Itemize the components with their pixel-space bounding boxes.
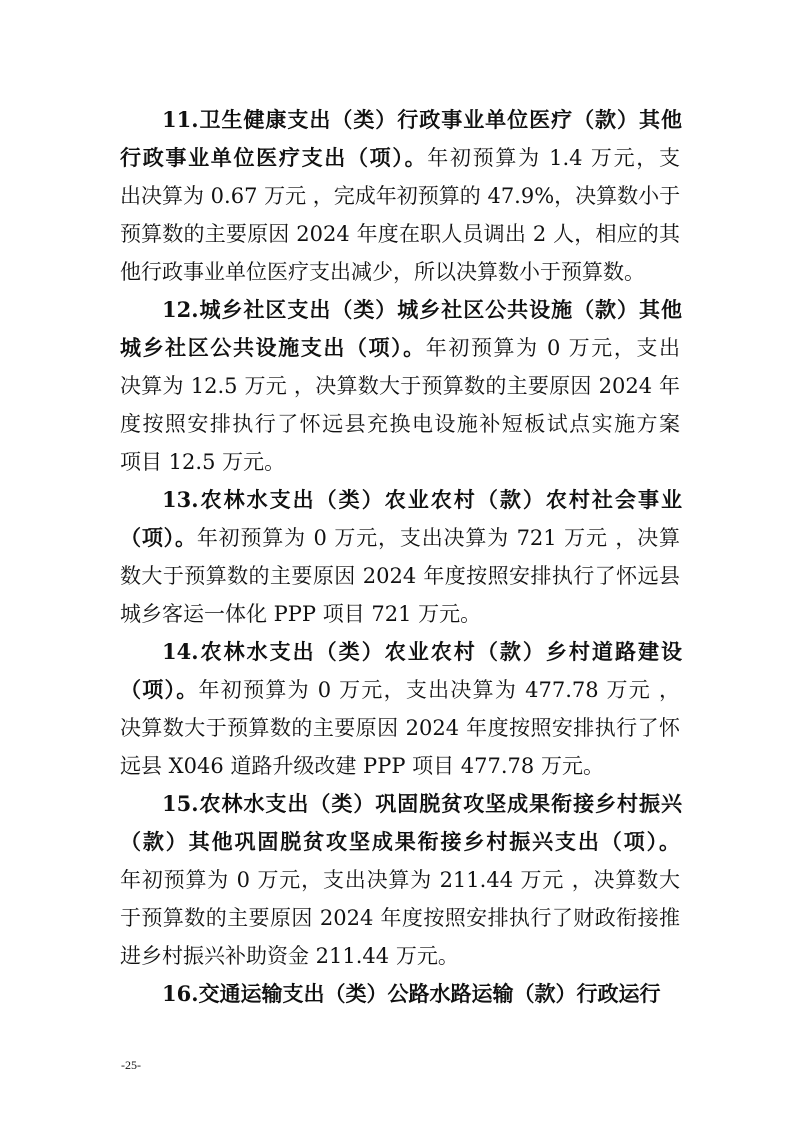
paragraph-line: [120, 184, 680, 208]
body-text: 远县 X046 道路升级改建 PPP 项目 477.78 万元。: [120, 754, 604, 778]
body-text: 年初预算为 1.4 万元，支: [427, 146, 680, 170]
paragraph-line: [120, 222, 680, 246]
paragraph-line: [120, 260, 680, 284]
paragraph-line: [162, 108, 682, 132]
body-text: 出决算为 0.67 万元 ，完成年初预算的 47.9%，决算数小于: [120, 184, 680, 208]
bold-heading-text: 16.交通运输支出（类）公路水路运输（款）行政运行: [162, 982, 661, 1006]
paragraph-line: [120, 526, 680, 550]
body-text: 决算为 12.5 万元 ，决算数大于预算数的主要原因 2024 年: [120, 374, 680, 398]
paragraph-line: [120, 944, 680, 968]
bold-heading-text: 城乡社区公共设施支出（项）。: [120, 336, 426, 360]
paragraph-line: [120, 906, 680, 930]
paragraph-line: [120, 868, 680, 892]
paragraph-line: [120, 564, 680, 588]
paragraph-line: [120, 716, 680, 740]
bold-heading-text: 行政事业单位医疗支出（项）。: [120, 146, 428, 170]
bold-heading-text: （款）其他巩固脱贫攻坚成果衔接乡村振兴支出（项）。: [120, 830, 680, 854]
paragraph-line: [162, 640, 682, 664]
paragraph-line: [120, 374, 680, 398]
body-text: 于预算数的主要原因 2024 年度按照安排执行了财政衔接推: [120, 906, 680, 930]
body-text: 数大于预算数的主要原因 2024 年度按照安排执行了怀远县: [120, 564, 680, 588]
paragraph-line: [162, 982, 682, 1006]
body-text: 预算数的主要原因 2024 年度在职人员调出 2 人，相应的其: [120, 222, 680, 246]
body-text: 项目 12.5 万元。: [120, 450, 286, 474]
paragraph-line: [120, 754, 680, 778]
page-number: -25-: [121, 1058, 141, 1072]
bold-heading-text: （项）。: [120, 678, 199, 702]
body-text: 年初预算为 0 万元，支出决算为 477.78 万元 ，: [198, 678, 680, 702]
body-text: 年初预算为 0 万元，支出: [425, 336, 680, 360]
body-text: 决算数大于预算数的主要原因 2024 年度按照安排执行了怀: [120, 716, 680, 740]
bold-heading-text: 11.卫生健康支出（类）行政事业单位医疗（款）其他: [162, 108, 682, 132]
bold-heading-text: 15.农林水支出（类）巩固脱贫攻坚成果衔接乡村振兴: [162, 792, 682, 816]
bold-heading-text: 12.城乡社区支出（类）城乡社区公共设施（款）其他: [162, 298, 682, 322]
paragraph-line: [120, 678, 680, 702]
body-text: 年初预算为 0 万元，支出决算为 721 万元 ，决算: [196, 526, 680, 550]
body-text: 城乡客运一体化 PPP 项目 721 万元。: [120, 602, 482, 626]
paragraph-line: [120, 830, 680, 854]
paragraph-line: [120, 450, 680, 474]
body-text: 年初预算为 0 万元，支出决算为 211.44 万元 ，决算数大: [120, 868, 680, 892]
body-text: 度按照安排执行了怀远县充换电设施补短板试点实施方案: [120, 412, 680, 436]
paragraph-line: [120, 602, 680, 626]
paragraph-line: [120, 336, 680, 360]
body-text: 进乡村振兴补助资金 211.44 万元。: [120, 944, 459, 968]
body-text: 他行政事业单位医疗支出减少，所以决算数小于预算数。: [120, 260, 645, 284]
paragraph-line: [162, 792, 682, 816]
bold-heading-text: （项）。: [120, 526, 197, 550]
bold-heading-text: 13.农林水支出（类）农业农村（款）农村社会事业: [162, 488, 682, 512]
paragraph-line: [162, 298, 682, 322]
bold-heading-text: 14.农林水支出（类）农业农村（款）乡村道路建设: [162, 640, 682, 664]
paragraph-line: [120, 412, 680, 436]
paragraph-line: [120, 146, 680, 170]
paragraph-line: [162, 488, 682, 512]
